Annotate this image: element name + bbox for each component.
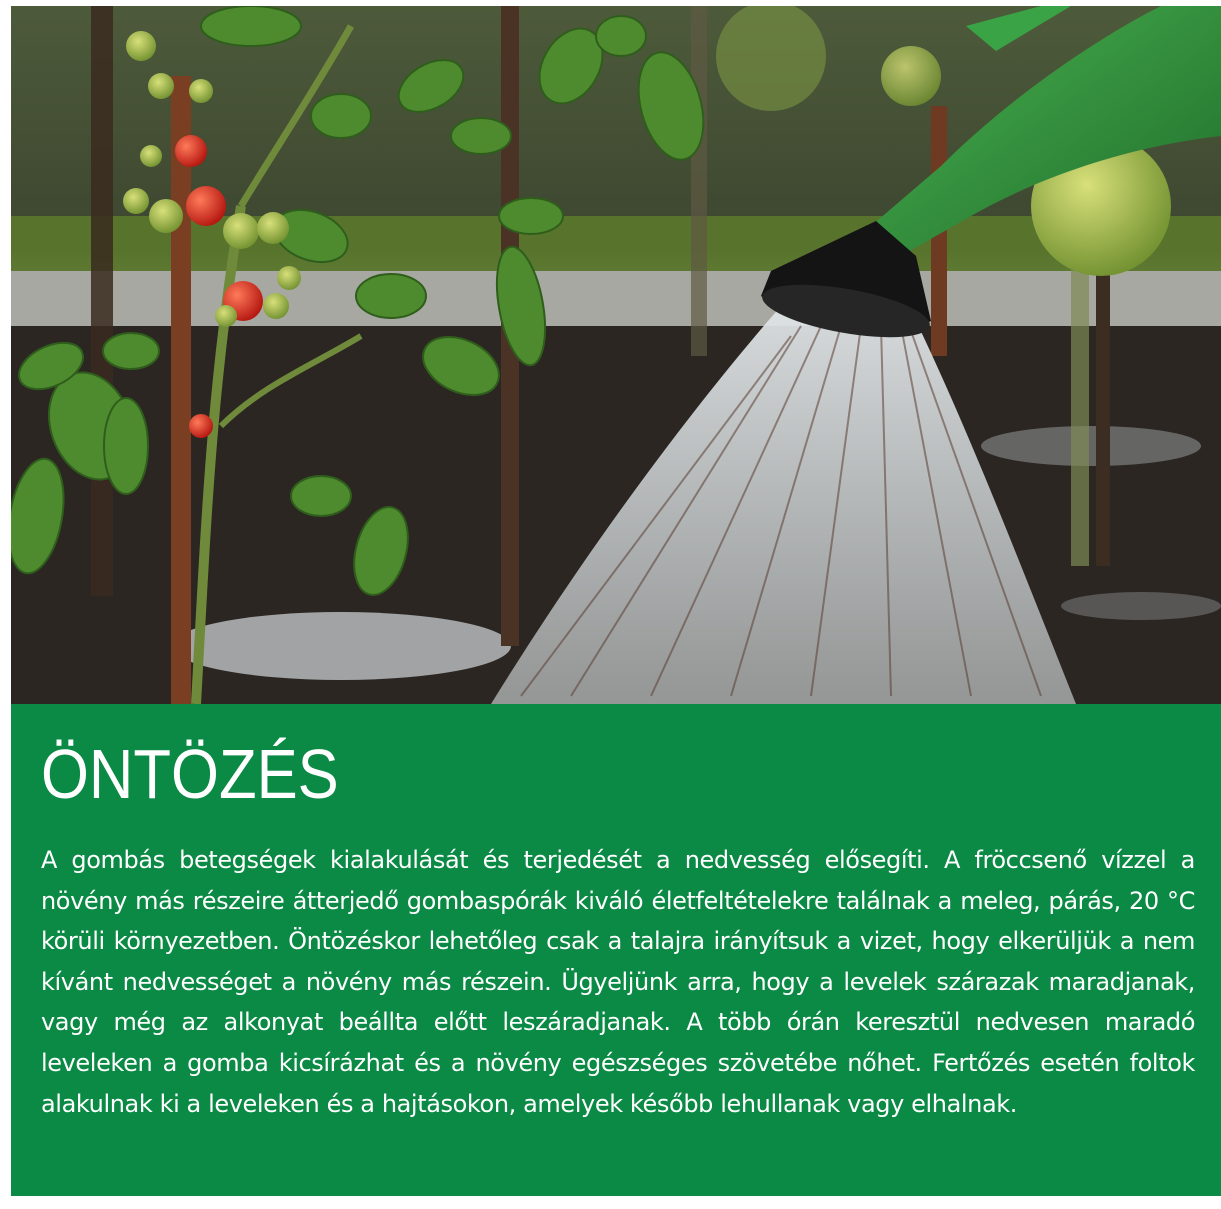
garden-watering-photo [11, 6, 1221, 704]
irrigation-info-panel [11, 704, 1221, 1196]
section-title: ÖNTÖZÉS [41, 735, 339, 813]
section-body-text: A gombás betegségek kialakulását és terjedését a nedvesség elősegíti. A fröccsenő vízzel a növény más részeire átterjedő gombaspórák kiváló életfeltételekre találnak a meleg, párás, 20 °C körüli környezetben. Öntözéskor lehetőleg csak a talajra irányítsuk a vizet, hogy elkerüljük a nem kívánt nedvességet a növény más részein. Ügyeljünk arra, hogy a levelek szárazak maradjanak, vagy még az alkonyat beállta előtt leszáradjanak. A több órán keresztül nedvesen maradó leveleken a gomba kicsírázhat és a növény egészséges szövetébe nőhet. Fertőzés esetén foltok alakulnak ki a leveleken és a hajtásokon, amelyek később lehullanak vagy elhalnak. [41, 846, 1195, 1118]
article-page [11, 6, 1221, 1196]
